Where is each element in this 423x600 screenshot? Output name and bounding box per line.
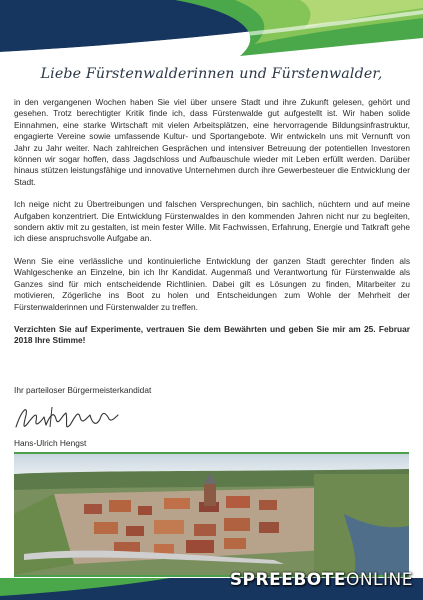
- aerial-city-photo: [14, 452, 409, 577]
- watermark-thin: ONLINE: [345, 570, 413, 590]
- signer-name: Hans-Ulrich Hengst: [14, 438, 87, 448]
- letter-paragraph: Ich neige nicht zu Übertreibungen und falschen Versprechungen, bin sachlich, nüchtern und auf meine Aufgaben konzentriert. Die Entwicklung Fürstenwaldes in den kommenden Jahren nicht nur zu begleiten, sondern aktiv mit zu gestalten, ist mein fester Wille. Mit Fachwissen, Erfahrung, Energie und Tatkraft gehe ich diese anspruchsvolle Aufgabe an.: [14, 199, 410, 244]
- letter-body: [14, 97, 410, 358]
- handwritten-signature: [12, 401, 132, 437]
- closing-appeal: Verzichten Sie auf Experimente, vertrauen Sie dem Bewährten und geben Sie mir am 25. Februar 2018 Ihre Stimme!: [14, 323, 410, 346]
- watermark-logo: [230, 570, 413, 590]
- letter-paragraph: in den vergangenen Wochen haben Sie viel über unsere Stadt und ihre Zukunft gelesen, gehört und gesehen. Trotz berechtigter Kritik finde ich, dass Fürstenwalde gut aufgestellt ist. Wir haben solide Einnahmen, eine starke Wirtschaft mit vielen Arbeitsplätzen, eine hervorragende Bildungsinfrastruktur, engagierte Vereine sowie umfassende Kultur- und Sportangebote. Wir entwickeln uns mit Vernunft von Jahr zu Jahr weiter. Nach zahlreichen Gesprächen und intensiver Betreuung der potentiellen Investoren können wir sogar hoffen, dass Jagdschloss und Aufbauschule wieder mit Leben erfüllt werden. Darüber hinaus stützen leistungsfähige und innovative Unternehmen durch ihre Gewerbesteuer die Entwicklung der Stadt.: [14, 97, 410, 187]
- regards-line: Ihr parteiloser Bürgermeisterkandidat: [14, 385, 152, 395]
- header-banner: [0, 0, 423, 62]
- letter-greeting: Liebe Fürstenwalderinnen und Fürstenwalder,: [40, 66, 383, 82]
- letter-paragraph: Wenn Sie eine verlässliche und kontinuierliche Entwicklung der ganzen Stadt gerechter finden als Wahlgeschenke an Einzelne, bin ich Ihr Kandidat. Augenmaß und Verantwortung für Fürstenwalde als Ganzes sind für mich entscheidende Richtlinien. Dabei gilt es Lösungen zu finden, Mitarbeiter zu motivieren, Zögerliche ins Boot zu holen und Entscheidungen zum Wohle der Mehrheit der Fürstenwalderinnen und Fürstenwalder zu treffen.: [14, 255, 410, 312]
- watermark-bold: SPREEBOTE: [229, 570, 346, 590]
